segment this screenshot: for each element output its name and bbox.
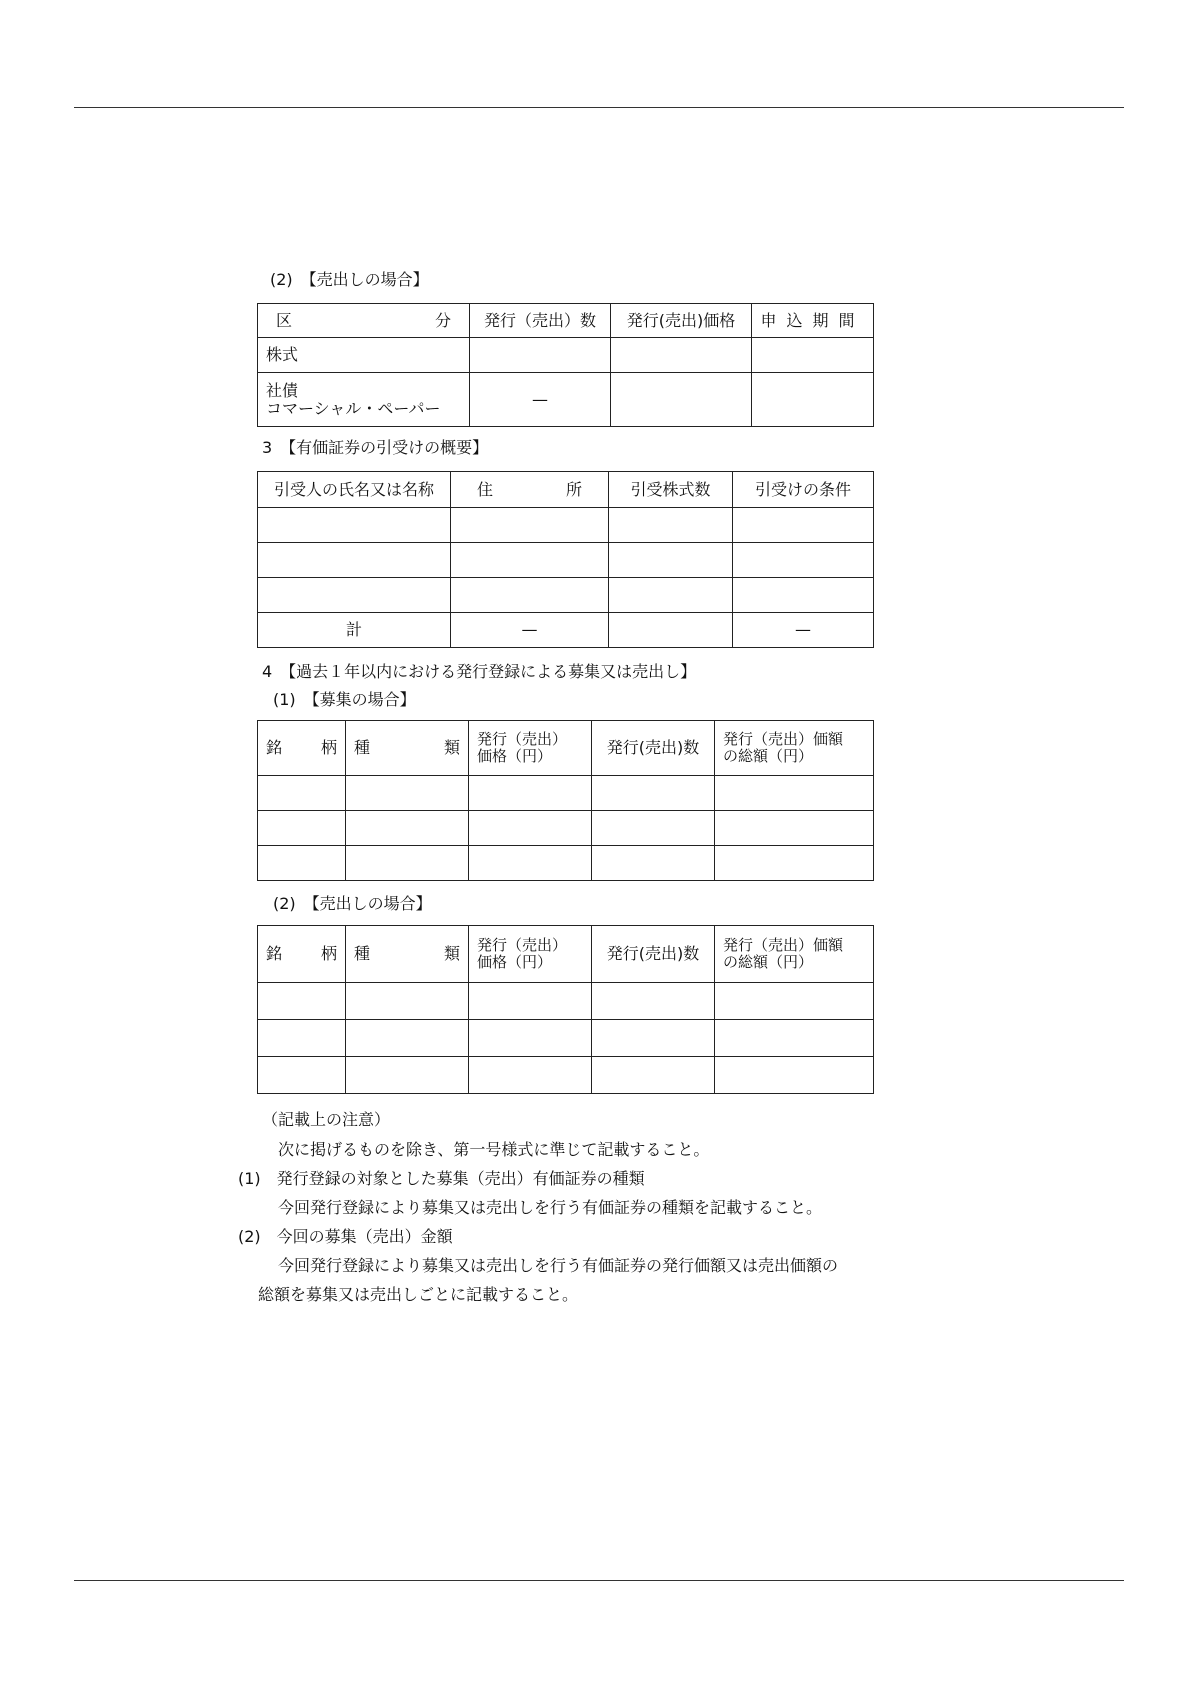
header-count: 発行(売出)数 — [592, 721, 715, 776]
cell — [592, 983, 715, 1020]
cell — [469, 776, 592, 811]
header-kubun: 区 分 — [258, 304, 470, 338]
section-2-2-heading: (2) 【売出しの場合】 — [270, 270, 429, 289]
cell — [346, 983, 469, 1020]
notes-item1-body: 今回発行登録により募集又は売出しを行う有価証券の種類を記載すること。 — [278, 1198, 823, 1217]
cell — [346, 811, 469, 846]
header-type: 種 類 — [346, 721, 469, 776]
cell — [733, 578, 874, 613]
notes-item2-body-line1: 今回発行登録により募集又は売出しを行う有価証券の発行価額又は売出価額の — [278, 1256, 839, 1275]
header-brand: 銘 柄 — [258, 721, 346, 776]
cell — [715, 811, 874, 846]
cell — [469, 1057, 592, 1094]
notes-intro: 次に掲げるものを除き、第一号様式に準じて記載すること。 — [278, 1140, 710, 1159]
cell — [469, 1020, 592, 1057]
cell — [470, 338, 611, 373]
cell — [451, 578, 609, 613]
header-underwritten-shares: 引受株式数 — [609, 472, 733, 508]
cell — [258, 543, 451, 578]
cell — [258, 846, 346, 881]
cell — [346, 776, 469, 811]
cell — [258, 811, 346, 846]
past-offering-table — [257, 720, 874, 881]
cell — [592, 811, 715, 846]
cell — [715, 846, 874, 881]
top-rule — [74, 107, 1124, 108]
row-label-bond: 社債 コマーシャル・ペーパー — [258, 373, 470, 427]
header-type: 種 類 — [346, 926, 469, 983]
total-label: 計 — [258, 613, 451, 648]
cell — [592, 1057, 715, 1094]
header-underwriter-name: 引受人の氏名又は名称 — [258, 472, 451, 508]
cell — [592, 846, 715, 881]
cell — [733, 543, 874, 578]
notes-item1-title: (1) 発行登録の対象とした募集（売出）有価証券の種類 — [238, 1169, 645, 1188]
notes-title: （記載上の注意） — [262, 1110, 391, 1129]
cell — [592, 776, 715, 811]
cell — [346, 846, 469, 881]
cell — [609, 543, 733, 578]
header-price: 発行（売出） 価格（円） — [469, 721, 592, 776]
section-4-1-heading: (1) 【募集の場合】 — [273, 690, 416, 709]
header-count: 発行(売出)数 — [592, 926, 715, 983]
cell — [469, 811, 592, 846]
bottom-rule — [74, 1580, 1124, 1581]
cell — [752, 338, 874, 373]
cell — [611, 338, 752, 373]
cell — [346, 1020, 469, 1057]
cell — [611, 373, 752, 427]
notes-item2-title: (2) 今回の募集（売出）金額 — [238, 1227, 453, 1246]
header-issue-count: 発行（売出）数 — [470, 304, 611, 338]
cell — [715, 983, 874, 1020]
notes-item2-body-line2: 総額を募集又は売出しごとに記載すること。 — [258, 1285, 579, 1304]
cell — [451, 543, 609, 578]
header-underwriting-terms: 引受けの条件 — [733, 472, 874, 508]
cell — [469, 983, 592, 1020]
past-sale-table — [257, 925, 874, 1094]
header-brand: 銘 柄 — [258, 926, 346, 983]
cell — [258, 776, 346, 811]
section-3-heading: 3 【有価証券の引受けの概要】 — [262, 438, 489, 457]
cell — [258, 1020, 346, 1057]
cell — [715, 1020, 874, 1057]
cell — [733, 508, 874, 543]
section-4-2-heading: (2) 【売出しの場合】 — [273, 894, 432, 913]
cell — [258, 983, 346, 1020]
cell — [609, 578, 733, 613]
offering-sale-table — [257, 303, 874, 427]
header-issue-price: 発行(売出)価格 — [611, 304, 752, 338]
header-price: 発行（売出） 価格（円） — [469, 926, 592, 983]
cell — [469, 846, 592, 881]
cell — [258, 1057, 346, 1094]
header-total-amount: 発行（売出）価額 の総額（円） — [715, 721, 874, 776]
cell — [346, 1057, 469, 1094]
cell — [715, 776, 874, 811]
cell — [258, 578, 451, 613]
total-address-dash: — — [451, 613, 609, 648]
header-application-period: 申込期間 — [752, 304, 874, 338]
cell — [258, 508, 451, 543]
cell — [715, 1057, 874, 1094]
cell — [592, 1020, 715, 1057]
cell — [752, 373, 874, 427]
underwriting-table — [257, 471, 874, 648]
cell — [451, 508, 609, 543]
header-total-amount: 発行（売出）価額 の総額（円） — [715, 926, 874, 983]
cell — [609, 508, 733, 543]
row-label-stock: 株式 — [258, 338, 470, 373]
row-bond-dash: — — [470, 373, 611, 427]
section-4-heading: 4 【過去１年以内における発行登録による募集又は売出し】 — [262, 662, 697, 681]
cell — [609, 613, 733, 648]
total-terms-dash: — — [733, 613, 874, 648]
header-address: 住 所 — [451, 472, 609, 508]
